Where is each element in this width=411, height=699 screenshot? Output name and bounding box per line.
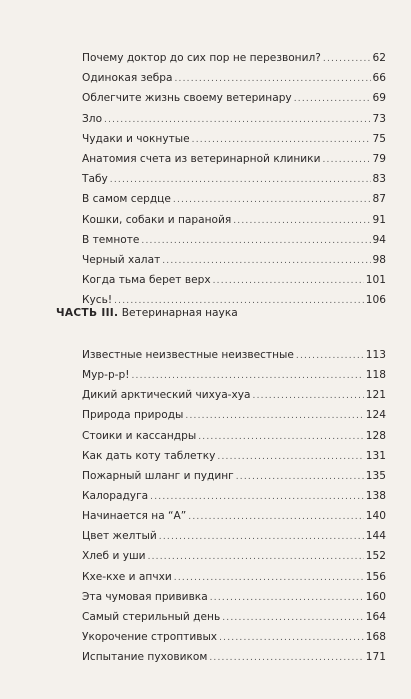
toc-entry-title: Пожарный шланг и пудинг — [82, 469, 234, 482]
toc-entry-page: 164 — [365, 610, 386, 623]
toc-entry[interactable] — [82, 587, 386, 607]
toc-entry[interactable] — [82, 385, 386, 405]
toc-entry-title: Стоики и кассандры — [82, 429, 197, 442]
toc-entry-page: 140 — [365, 510, 386, 523]
toc-entry-page: 94 — [372, 233, 386, 246]
toc-entry-page: 135 — [365, 469, 386, 482]
toc-entry[interactable] — [82, 48, 386, 68]
toc-leader-dots — [209, 648, 363, 668]
toc-leader-dots — [162, 251, 370, 271]
toc-entry-title: В самом сердце — [82, 193, 171, 206]
toc-entry-title: Начинается на “А” — [82, 510, 187, 523]
toc-entry[interactable] — [82, 230, 386, 250]
toc-entry[interactable] — [82, 345, 386, 365]
toc-entry-title: Дикий арктический чихуа-хуа — [82, 389, 251, 402]
toc-entry[interactable] — [82, 149, 386, 169]
toc-entry-page: 144 — [365, 530, 386, 543]
toc-entry-page: 171 — [365, 651, 386, 664]
toc-entry[interactable] — [82, 88, 386, 108]
toc-entry-title: Облегчите жизнь своему ветеринару — [82, 92, 292, 105]
toc-leader-dots — [148, 547, 364, 567]
toc-entry-title: Почему доктор до сих пор не перезвонил? — [82, 52, 321, 64]
toc-entry-page: 128 — [365, 429, 386, 442]
toc-entry-title: Кхе-кхе и апчхи — [82, 570, 172, 583]
toc-leader-dots — [210, 588, 364, 608]
toc-entry-title: В темноте — [82, 233, 140, 246]
toc-entry[interactable] — [82, 546, 386, 566]
toc-entry-title: Известные неизвестные неизвестные — [82, 349, 294, 361]
toc-entry-page: 121 — [365, 389, 386, 402]
toc-entry-title: Когда тьма берет верх — [82, 274, 211, 287]
toc-leader-dots — [141, 231, 370, 251]
toc-entry[interactable] — [82, 506, 386, 526]
toc-entry-title: Зло — [82, 112, 103, 125]
toc-entry-page: 156 — [365, 570, 386, 583]
toc-entry[interactable] — [82, 169, 386, 189]
toc-leader-dots — [198, 427, 364, 447]
toc-entry-page: 138 — [365, 489, 386, 502]
toc-leader-dots — [175, 69, 371, 89]
toc-entry-title: Мур-р-р! — [82, 369, 130, 382]
toc-entry-title: Черный халат — [82, 253, 161, 266]
toc-entry-title: Чудаки и чокнутые — [82, 132, 190, 145]
part-title: Ветеринарная наука — [118, 307, 238, 319]
toc-entry-page: 124 — [365, 409, 386, 422]
toc-entry-page: 113 — [365, 349, 386, 361]
toc-entry[interactable] — [82, 567, 386, 587]
toc-entry-page: 87 — [372, 193, 386, 206]
toc-entry-page: 160 — [365, 590, 386, 603]
toc-leader-dots — [253, 386, 364, 406]
toc-entry[interactable] — [82, 129, 386, 149]
toc-entry-page: 168 — [365, 630, 386, 643]
toc-leader-dots — [322, 150, 370, 170]
toc-list-bottom — [82, 345, 386, 667]
toc-leader-dots — [110, 170, 371, 190]
toc-entry[interactable] — [82, 405, 386, 425]
toc-entry[interactable] — [82, 607, 386, 627]
toc-entry-page: 66 — [372, 72, 386, 85]
toc-entry-page: 106 — [365, 294, 386, 307]
toc-entry-title: Одинокая зебра — [82, 72, 173, 85]
toc-leader-dots — [159, 527, 364, 547]
toc-entry-title: Самый стерильный день — [82, 610, 221, 623]
toc-entry[interactable] — [82, 647, 386, 667]
toc-leader-dots — [217, 447, 363, 467]
toc-leader-dots — [150, 487, 364, 507]
toc-entry-title: Укорочение строптивых — [82, 630, 218, 643]
toc-entry-title: Калорадуга — [82, 489, 149, 502]
toc-entry-title: Табу — [82, 173, 108, 186]
toc-leader-dots — [131, 366, 363, 386]
toc-leader-dots — [185, 406, 363, 426]
toc-entry-page: 101 — [365, 274, 386, 287]
toc-entry-title: Эта чумовая прививка — [82, 590, 208, 603]
toc-entry-title: Хлеб и уши — [82, 550, 146, 563]
toc-entry[interactable] — [82, 109, 386, 129]
toc-entry-page: 79 — [372, 152, 386, 165]
part-heading — [56, 305, 238, 321]
toc-leader-dots — [236, 467, 364, 487]
toc-entry-title: Испытание пуховиком — [82, 651, 208, 664]
toc-leader-dots — [173, 190, 371, 210]
toc-entry-page: 75 — [372, 132, 386, 145]
toc-entry-title: Природа природы — [82, 409, 184, 422]
toc-leader-dots — [233, 211, 370, 231]
toc-entry-title: Цвет желтый — [82, 530, 157, 543]
toc-leader-dots — [174, 568, 364, 588]
toc-entry-page: 118 — [365, 369, 386, 382]
toc-entry[interactable] — [82, 270, 386, 290]
toc-entry[interactable] — [82, 68, 386, 88]
toc-leader-dots — [192, 130, 371, 150]
toc-entry-title: Кусь! — [82, 294, 113, 307]
toc-entry-page: 152 — [365, 550, 386, 563]
toc-leader-dots — [294, 89, 371, 109]
toc-entry-page: 83 — [372, 173, 386, 186]
toc-leader-dots — [188, 507, 363, 527]
toc-entry[interactable] — [82, 526, 386, 546]
toc-leader-dots — [222, 608, 364, 628]
toc-entry-title: Анатомия счета из ветеринарной клиники — [82, 152, 321, 165]
toc-entry[interactable] — [82, 486, 386, 506]
toc-entry[interactable] — [82, 426, 386, 446]
toc-leader-dots — [213, 271, 364, 291]
toc-leader-dots — [296, 346, 364, 366]
toc-entry[interactable] — [82, 466, 386, 486]
toc-leader-dots — [323, 49, 371, 69]
part-label: ЧАСТЬ III. — [56, 307, 119, 319]
toc-entry-page: 62 — [372, 52, 386, 64]
toc-leader-dots — [219, 628, 364, 648]
toc-entry[interactable] — [82, 189, 386, 209]
toc-entry-title: Кошки, собаки и паранойя — [82, 213, 232, 226]
toc-entry-page: 73 — [372, 112, 386, 125]
toc-entry-title: Как дать коту таблетку — [82, 449, 216, 462]
toc-entry[interactable] — [82, 365, 386, 385]
toc-entry[interactable] — [82, 627, 386, 647]
toc-entry[interactable] — [82, 210, 386, 230]
toc-entry-page: 91 — [372, 213, 386, 226]
toc-leader-dots — [104, 110, 370, 130]
toc-entry[interactable] — [82, 446, 386, 466]
toc-entry-page: 131 — [365, 449, 386, 462]
toc-entry[interactable] — [82, 250, 386, 270]
toc-entry-page: 98 — [372, 253, 386, 266]
toc-entry-page: 69 — [372, 92, 386, 105]
toc-list-top — [82, 48, 386, 310]
